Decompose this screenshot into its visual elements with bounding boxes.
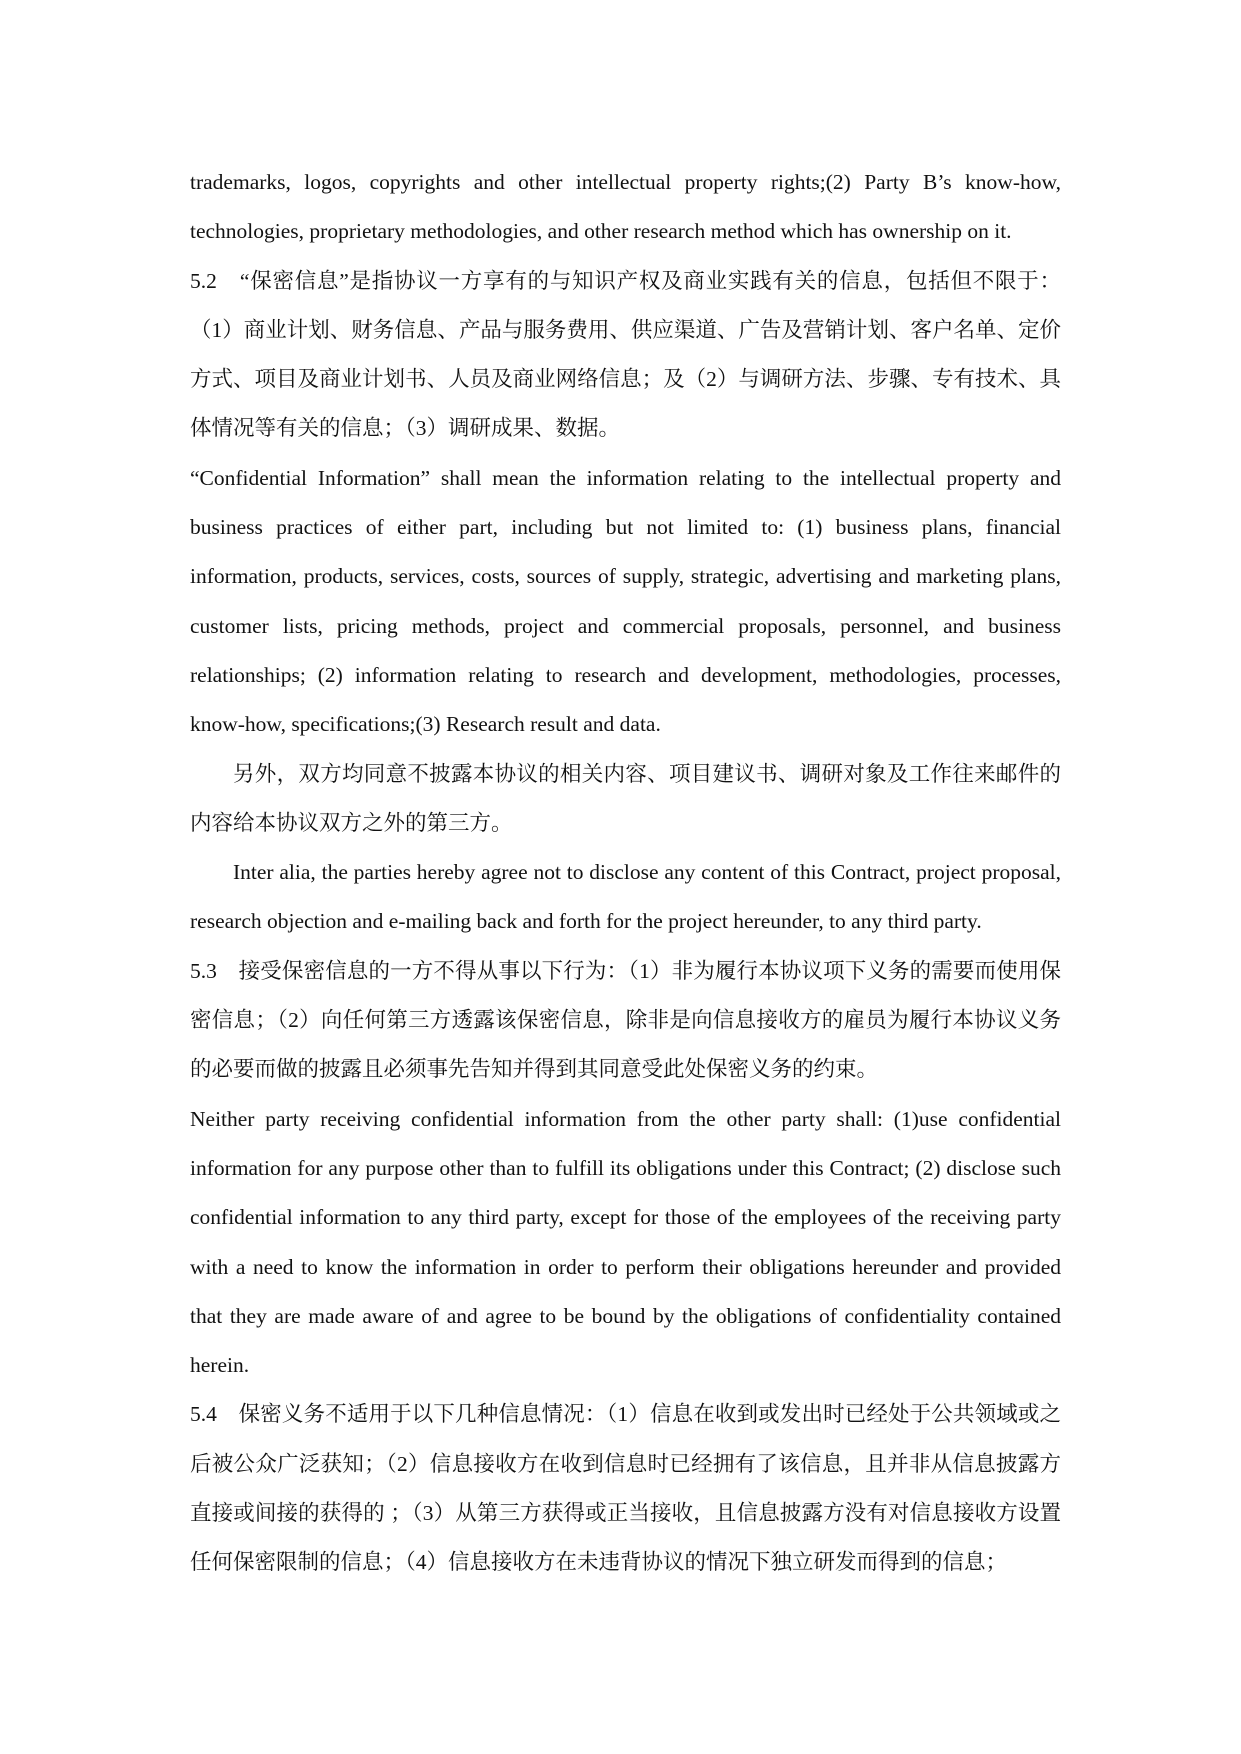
paragraph-5-4-chinese: 5.4 保密义务不适用于以下几种信息情况：（1）信息在收到或发出时已经处于公共领域或之后被公众广泛获知；（2）信息接收方在收到信息时已经拥有了该信息，且并非从信息披露方直接或间接的获得的 ；（3）从第三方获得或正当接收，且信息披露方没有对信息接收方设置任何保密限制的信息；（4）信息接收方在未违背协议的情况下独立研发而得到的信息； bbox=[190, 1402, 1061, 1575]
paragraph-5-3-english: Neither party receiving confidential information from the other party shall: (1)use confidential information for any purpose other than to fulfill its obligations under this Contract; (2) disclose such confidential information to any third party, except for those of the employees of the receiving party with a need to know the information in order to perform their obligations hereunder and provided that they are made aware of and agree to be bound by the obligations of confidentiality contained herein. bbox=[190, 1106, 1061, 1378]
paragraph-non-disclosure-chinese: 另外，双方均同意不披露本协议的相关内容、项目建议书、调研对象及工作往来邮件的内容给本协议双方之外的第三方。 bbox=[190, 761, 1061, 835]
paragraph-5-2-english: “Confidential Information” shall mean the information relating to the intellectual property and business practices of either part, including but not limited to: (1) business plans, financial information, products, services, costs, sources of supply, strategic, advertising and marketing plans, customer lists, pricing methods, project and commercial proposals, personnel, and business relationships; (2) information relating to research and development, methodologies, processes, know-how, specifications;(3) Research result and data. bbox=[190, 465, 1061, 737]
paragraph-ip-rights-continuation: trademarks, logos, copyrights and other intellectual property rights;(2) Party B’s know-how, technologies, proprietary methodologies, and other research method which has ownership on it. bbox=[190, 170, 1061, 244]
document-body bbox=[190, 158, 1061, 1588]
paragraph-5-2-chinese: 5.2 “保密信息”是指协议一方享有的与知识产权及商业实践有关的信息，包括但不限于：（1）商业计划、财务信息、产品与服务费用、供应渠道、广告及营销计划、客户名单、定价方式、项目及商业计划书、人员及商业网络信息；及（2）与调研方法、步骤、专有技术、具体情况等有关的信息；（3）调研成果、数据。 bbox=[190, 268, 1061, 441]
paragraph-5-3-chinese: 5.3 接受保密信息的一方不得从事以下行为：（1）非为履行本协议项下义务的需要而使用保密信息；（2）向任何第三方透露该保密信息，除非是向信息接收方的雇员为履行本协议义务的必要而做的披露且必须事先告知并得到其同意受此处保密义务的约束。 bbox=[190, 958, 1061, 1082]
paragraph-non-disclosure-english: Inter alia, the parties hereby agree not to disclose any content of this Contract, project proposal, research objection and e-mailing back and forth for the project hereunder, to any third party. bbox=[190, 860, 1061, 934]
